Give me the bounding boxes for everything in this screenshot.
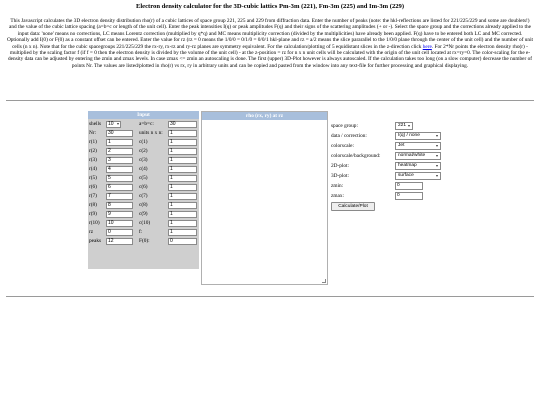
table-row (88, 201, 199, 210)
rz-input[interactable]: 0 (106, 229, 133, 236)
zmin-label: zmin: (331, 183, 344, 189)
colorscale-label: colorscale: (331, 143, 354, 149)
background-select[interactable]: normal/white (395, 152, 441, 160)
shells-row (88, 120, 199, 129)
r-label: r(10) (89, 220, 100, 226)
table-row (88, 183, 199, 192)
nr-input[interactable]: 30 (106, 130, 133, 137)
space-group-select[interactable]: 221 (395, 122, 413, 130)
r-label: r(7) (89, 193, 97, 199)
c-label: c(8) (139, 202, 148, 208)
r-input[interactable]: 3 (106, 157, 133, 164)
description-part-2: . For 2*Nr points the electron density rho(r) - multiplied by the scaling factor f (if f = 0 then the electron density is divided by the volume of the unit cell) - at the z-position = rz for n x n unit cells will be calculated with the origin of the unit cell located at rx=ry=0. The color-scaling for the e-density data can be adjusted by entering the zmin and zmax levels. In case zmax <= zmin an autoscaling is done. The first (upper) 3D-Plot however is always autoscaled. If the calculation takes too long (on a slow computer) decrease the number of points Nr. The values are listed/plotted in rho(r) vs rx, ry in arbitrary units and can be copied and pasted from the window into any text-file for further processing and graphical displaying. (7, 43, 533, 69)
f-input[interactable]: 1 (168, 229, 197, 236)
r-input[interactable]: 5 (106, 175, 133, 182)
peaks-label: peaks (89, 238, 102, 244)
r-label: r(1) (89, 139, 97, 145)
r-input[interactable]: 8 (106, 202, 133, 209)
r-label: r(6) (89, 184, 97, 190)
description-part-1: This Javascript calculates the 3D electron density distribution rho(r) of a cubic lattices of space group 221, 225 and 229 from diffraction data. Enter the number of peaks (note: the hkl-reflections are listed for 221/225/229 and some are doublets!) and the value of the cubic lattice spacing (a=b=c or length of the unit cell). Enter the peak intensities I(q) or peak amplitudes F(q) and their signs of the scattering amplitudes (+ or -). Select the space group and the corrections already applied to the input data: 'none' means no corrections, LC means Lorentz correction (multiplied by q*q) and MC means multiplicity correction (divided by the multiplicities) have already been applied. F(q) have to be entered both LC and MC corrected. Optionally add I(0) or F(0) as a constant offset can be entered. Enter the value for rz (rz = 0 means the 1/0/0 = 0/1/0 = 0/0/1 hkl-plane and rz = a/2 means the slice pararallel to the 1/0/0 plane through the center of the unit cell) and the number of unit cells (n x n). Note that for the cubic spacegroups 221/225/229 the rx-ry, rx-rz and ry-rz planes are symmetry equivalent. For the calculation/plotting of 5 equidistant slices in the z-direction click (6, 18, 534, 50)
peaks-row (88, 237, 199, 246)
c-label: c(3) (139, 157, 148, 163)
correction-label: data / correction: (331, 133, 367, 139)
c-label: c(6) (139, 184, 148, 190)
f-label: f: (139, 229, 143, 235)
description-text (6, 18, 534, 69)
table-row (88, 165, 199, 174)
zmax-label: zmax: (331, 193, 344, 199)
input-panel-header: Input (88, 111, 199, 119)
table-row (88, 147, 199, 156)
correction-select[interactable]: I(q) / none (395, 132, 441, 140)
r-label: r(9) (89, 211, 97, 217)
c-input[interactable]: 1 (168, 175, 197, 182)
r-label: r(5) (89, 175, 97, 181)
top-divider (6, 100, 534, 101)
table-row (88, 219, 199, 228)
plot2d-label: 2D-plot: (331, 163, 349, 169)
f0-input[interactable]: 0 (168, 238, 197, 245)
c-label: c(10) (139, 220, 151, 226)
rz-row (88, 228, 199, 237)
background-label: colorscale/background: (331, 153, 381, 159)
r-label: r(3) (89, 157, 97, 163)
units-label: units n x n: (139, 130, 163, 136)
abc-label: a=b=c: (139, 121, 154, 127)
table-row (88, 210, 199, 219)
r-input[interactable]: 9 (106, 211, 133, 218)
slices-link[interactable]: here (422, 43, 432, 50)
nr-row (88, 129, 199, 138)
space-group-label: space group: (331, 123, 358, 129)
c-input[interactable]: 1 (168, 193, 197, 200)
c-input[interactable]: 1 (168, 148, 197, 155)
space-group-row (331, 121, 481, 131)
input-panel (88, 111, 199, 269)
table-row (88, 138, 199, 147)
plot3d-label: 3D-plot: (331, 173, 349, 179)
plot2d-row (331, 161, 481, 171)
c-input[interactable]: 1 (168, 166, 197, 173)
calculate-plot-button[interactable]: Calculate/Plot (331, 202, 375, 211)
plot2d-select[interactable]: heatmap (395, 162, 441, 170)
c-label: c(9) (139, 211, 148, 217)
plot3d-row (331, 171, 481, 181)
shells-select[interactable]: 10 (106, 121, 121, 128)
r-input[interactable]: 1 (106, 139, 133, 146)
r-input[interactable]: 10 (106, 220, 133, 227)
colorscale-row (331, 141, 481, 151)
table-row (88, 174, 199, 183)
output-panel-header: rho (rx, ry) at rz (202, 112, 327, 120)
r-input[interactable]: 6 (106, 184, 133, 191)
page-title: Electron density calculator for the 3D-cubic lattics Pm-3m (221), Fm-3m (225) and Im-3m (229) (135, 3, 405, 10)
c-input[interactable]: 1 (168, 202, 197, 209)
r-input[interactable]: 4 (106, 166, 133, 173)
abc-input[interactable]: 30 (168, 121, 197, 128)
correction-row (331, 131, 481, 141)
zmax-row (331, 191, 481, 201)
c-label: c(7) (139, 193, 148, 199)
c-input[interactable]: 1 (168, 184, 197, 191)
r-input[interactable]: 7 (106, 193, 133, 200)
rz-label: rz (89, 229, 94, 235)
shells-label: shells (89, 121, 102, 127)
peaks-input[interactable]: 12 (106, 238, 133, 245)
r-label: r(2) (89, 148, 97, 154)
zmin-row (331, 181, 481, 191)
c-label: c(5) (139, 175, 148, 181)
f0-label: F(0): (139, 238, 150, 244)
table-row (88, 156, 199, 165)
bottom-divider (6, 296, 534, 297)
r-input[interactable]: 2 (106, 148, 133, 155)
units-input[interactable]: 1 (168, 130, 197, 137)
c-input[interactable]: 1 (168, 220, 197, 227)
c-label: c(1) (139, 139, 148, 145)
c-label: c(4) (139, 166, 148, 172)
nr-label: Nr: (89, 130, 97, 136)
colorscale-select[interactable]: Jet (395, 142, 441, 150)
r-label: r(4) (89, 166, 97, 172)
c-input[interactable]: 1 (168, 139, 197, 146)
c-input[interactable]: 1 (168, 157, 197, 164)
output-textarea[interactable] (201, 111, 328, 285)
zmin-input[interactable]: 0 (395, 182, 423, 190)
plot3d-select[interactable]: surface (395, 172, 441, 180)
c-input[interactable]: 1 (168, 211, 197, 218)
c-label: c(2) (139, 148, 148, 154)
resize-handle-icon[interactable] (322, 279, 326, 283)
background-row (331, 151, 481, 161)
table-row (88, 192, 199, 201)
r-label: r(8) (89, 202, 97, 208)
zmax-input[interactable]: 0 (395, 192, 423, 200)
